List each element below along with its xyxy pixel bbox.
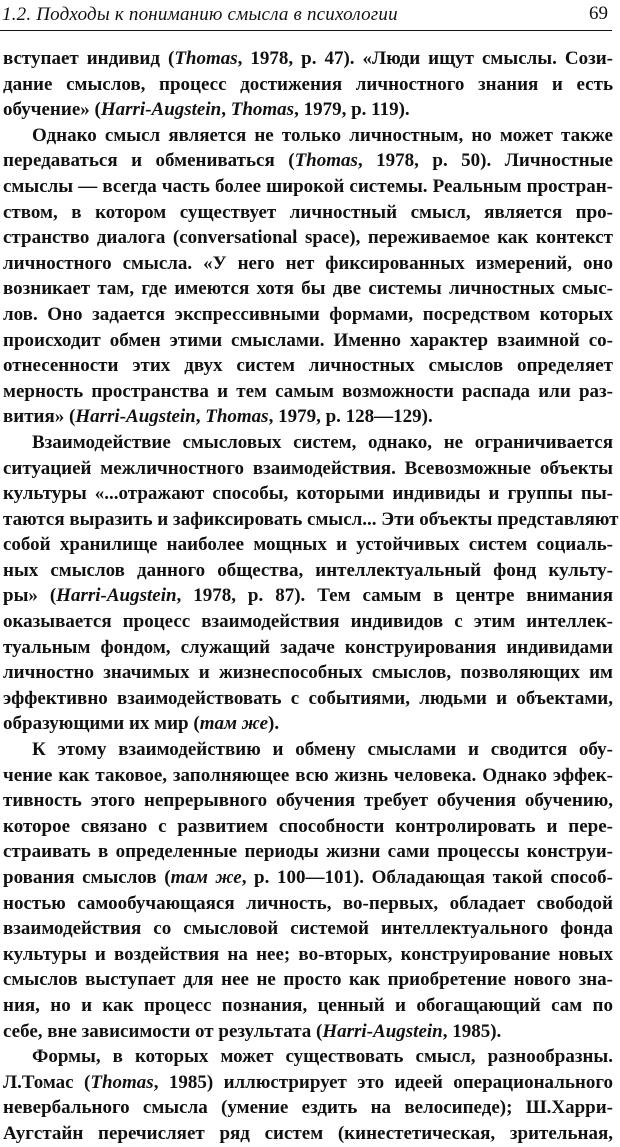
text-line: ния, но и как процесс познания, ценный и обогащающий сам по xyxy=(3,994,613,1016)
text-line: собой хранилище наиболее мощных и устойчивых систем социаль- xyxy=(3,534,613,556)
text-line: ситуацией межличностного взаимодействия. Всевозможные объекты xyxy=(3,457,613,479)
text-line: Аугстайн перечисляет ряд систем (кинестетическая, зрительная, xyxy=(3,1122,613,1144)
text-line: передаваться и обмениваться (Thomas, 1978, р. 50). Личностные xyxy=(3,150,613,172)
text-line: которое связано с развитием способности контролировать и пере- xyxy=(3,815,613,837)
text-line: вступает индивид (Thomas, 1978, р. 47). «Люди ищут смыслы. Сози- xyxy=(3,48,613,69)
text-line: ных смыслов данного общества, интеллектуальный фонд культу- xyxy=(3,559,613,581)
text-line: рования смыслов (там же, р. 100—101). Обладающая такой способ- xyxy=(3,867,613,888)
text-line: взаимодействия со смысловой системой интеллектуального фонда xyxy=(3,918,613,940)
text-line: возникает там, где имеются хотя бы две системы личностных смыс- xyxy=(3,278,613,300)
page-number: 69 xyxy=(589,3,608,24)
text-line: смыслы — всегда часть более широкой системы. Реальным простран- xyxy=(3,175,613,197)
running-header xyxy=(0,0,612,31)
text-line: странство диалога (conversational space), переживаемое как контекст xyxy=(3,227,613,249)
text-line: тивность этого непрерывного обучения требует обучения обучению, xyxy=(3,790,613,812)
text-line: культуры «...отражают способы, которыми индивиды и группы пы- xyxy=(3,483,613,505)
text-line: Формы, в которых может существовать смысл, разнообразны. xyxy=(32,1046,613,1068)
text-line: культуры и воздействия на нее; во-вторых, конструирование новых xyxy=(3,943,613,965)
text-line: К этому взаимодействию и обмену смыслами и сводится обу- xyxy=(32,739,613,761)
text-line: туальным фондом, служащий задаче конструирования индивидами xyxy=(3,636,613,658)
text-line: Взаимодействие смысловых систем, однако, не ограничивается xyxy=(32,431,613,453)
text-line: чение как таковое, заполняющее всю жизнь человека. Однако эффек- xyxy=(3,764,613,786)
text-line: ностью самообучающаяся личность, во-первых, обладает свободой xyxy=(3,892,613,914)
text-line: вития» (Harri-Augstein, Thomas, 1979, р. 128—129). xyxy=(3,406,433,428)
text-line: ры» (Harri-Augstein, 1978, р. 87). Тем самым в центре внимания xyxy=(3,585,613,607)
chapter-title: 1.2. Подходы к пониманию смысла в психологии xyxy=(2,4,398,25)
body-text xyxy=(3,46,619,1147)
text-line: Однако смысл является не только личностным, но может также xyxy=(32,124,613,146)
text-line: эффективно взаимодействовать с событиями, людьми и объектами, xyxy=(3,687,613,709)
text-line: дание смыслов, процесс достижения личностного знания и есть xyxy=(3,73,613,95)
text-line: страивать в определенные периоды жизни сами процессы конструи- xyxy=(3,841,613,863)
text-line: ством, в котором существует личностный смысл, является про- xyxy=(3,201,613,223)
text-line: смыслов выступает для нее не просто как приобретение нового зна- xyxy=(3,969,613,991)
text-line: мерность пространства и тем самым возможности распада или раз- xyxy=(3,380,613,402)
text-line: лов. Оно задается экспрессивными формами, посредством которых xyxy=(3,303,613,325)
text-line: Л.Томас (Thomas, 1985) иллюстрирует это идеей операционального xyxy=(3,1071,613,1093)
text-line: таются выразить и зафиксировать смысл... Эти объекты представляют xyxy=(3,508,619,530)
text-line: отнесенности этих двух систем личностных смыслов определяет xyxy=(3,355,613,377)
text-line: образующими их мир (там же). xyxy=(3,713,280,735)
text-line: оказывается процесс взаимодействия индивидов с этим интеллек- xyxy=(3,611,613,633)
text-line: личностно значимых и жизнеспособных смыслов, позволяющих им xyxy=(3,662,613,684)
text-line: невербального смысла (умение ездить на велосипеде); Ш.Харри- xyxy=(3,1097,613,1119)
text-line: себе, вне зависимости от результата (Harri-Augstein, 1985). xyxy=(3,1020,502,1042)
text-line: обучение» (Harri-Augstein, Thomas, 1979, р. 119). xyxy=(3,99,410,121)
text-line: происходит обмен этими смыслами. Именно характер взаимной со- xyxy=(3,329,613,351)
text-line: личностного смысла. «У него нет фиксированных измерений, оно xyxy=(3,252,613,274)
